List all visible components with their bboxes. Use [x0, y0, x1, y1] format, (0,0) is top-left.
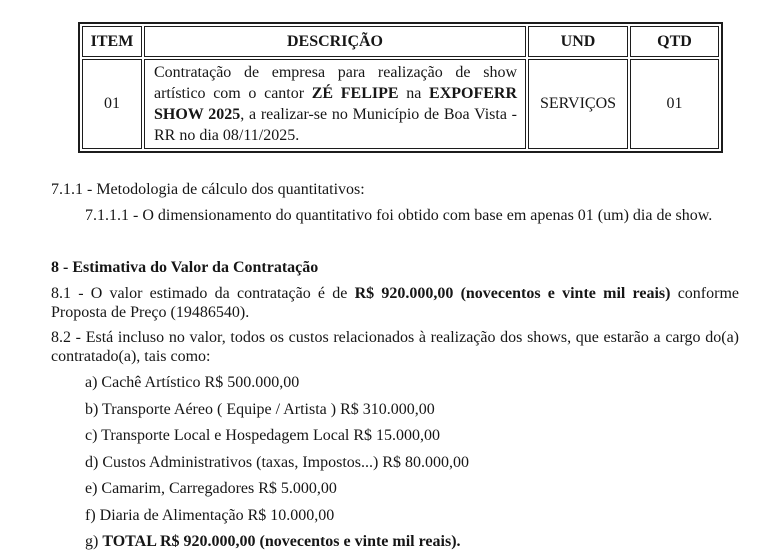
description-text: Contratação de empresa para realização de show artístico com o cantor [154, 64, 517, 102]
clause-7-1-1: 7.1.1 - Metodologia de cálculo dos quantitativos: [51, 181, 365, 198]
cell-unit: SERVIÇOS [528, 59, 628, 149]
cost-breakdown-list [85, 374, 739, 558]
clause-8-2: 8.2 - Está incluso no valor, todos os custos relacionados à realização dos shows, que estarão a cargo do(a) contratado(a), tais como: [51, 329, 739, 365]
description-event-name: EXPOFERR SHOW 2025 [154, 85, 518, 123]
column-header-item: ITEM [82, 26, 142, 57]
description-text: , a realizar-se no Município de Boa Vista - RR no dia 08/11/2025. [154, 106, 518, 144]
estimated-value-bold: R$ 920.000,00 (novecentos e vinte mil reais) [354, 285, 671, 302]
column-header-und: UND [528, 26, 628, 57]
column-header-descricao: DESCRIÇÃO [144, 26, 526, 57]
clause-8-1-text: conforme Proposta de Preço (19486540). [51, 285, 739, 321]
description-artist-name: ZÉ FELIPE [311, 85, 399, 102]
table-row [82, 59, 719, 149]
clause-8-1 [51, 285, 739, 322]
cost-item-e: e) Camarim, Carregadores R$ 5.000,00 [85, 480, 337, 497]
clause-7-1-1-1: 7.1.1.1 - O dimensionamento do quantitativo foi obtido com base em apenas 01 (um) dia de show. [85, 207, 713, 224]
description-text: na [398, 85, 430, 102]
column-header-qtd: QTD [630, 26, 719, 57]
cost-item-f: f) Diaria de Alimentação R$ 10.000,00 [85, 506, 335, 524]
items-table [78, 22, 723, 153]
items-table-container [78, 22, 715, 153]
table-header-row [82, 26, 719, 57]
clause-8-1-text: 8.1 - O valor estimado da contratação é de [51, 285, 355, 302]
cell-description [144, 59, 526, 149]
cost-item-d: d) Custos Administrativos (taxas, Impostos...) R$ 80.000,00 [85, 453, 469, 471]
cost-item-a: a) Cachê Artístico R$ 500.000,00 [85, 374, 300, 391]
total-value-bold: TOTAL R$ 920.000,00 (novecentos e vinte mil reais). [102, 533, 461, 550]
section-8-heading: 8 - Estimativa do Valor da Contratação [51, 259, 319, 276]
cost-item-c: c) Transporte Local e Hospedagem Local R$ 15.000,00 [85, 427, 441, 444]
total-prefix: g) [85, 533, 103, 550]
cell-item-number: 01 [82, 59, 142, 149]
cell-quantity: 01 [630, 59, 719, 149]
cost-item-total [85, 533, 739, 552]
cost-item-b: b) Transporte Aéreo ( Equipe / Artista ) R$ 310.000,00 [85, 400, 435, 418]
